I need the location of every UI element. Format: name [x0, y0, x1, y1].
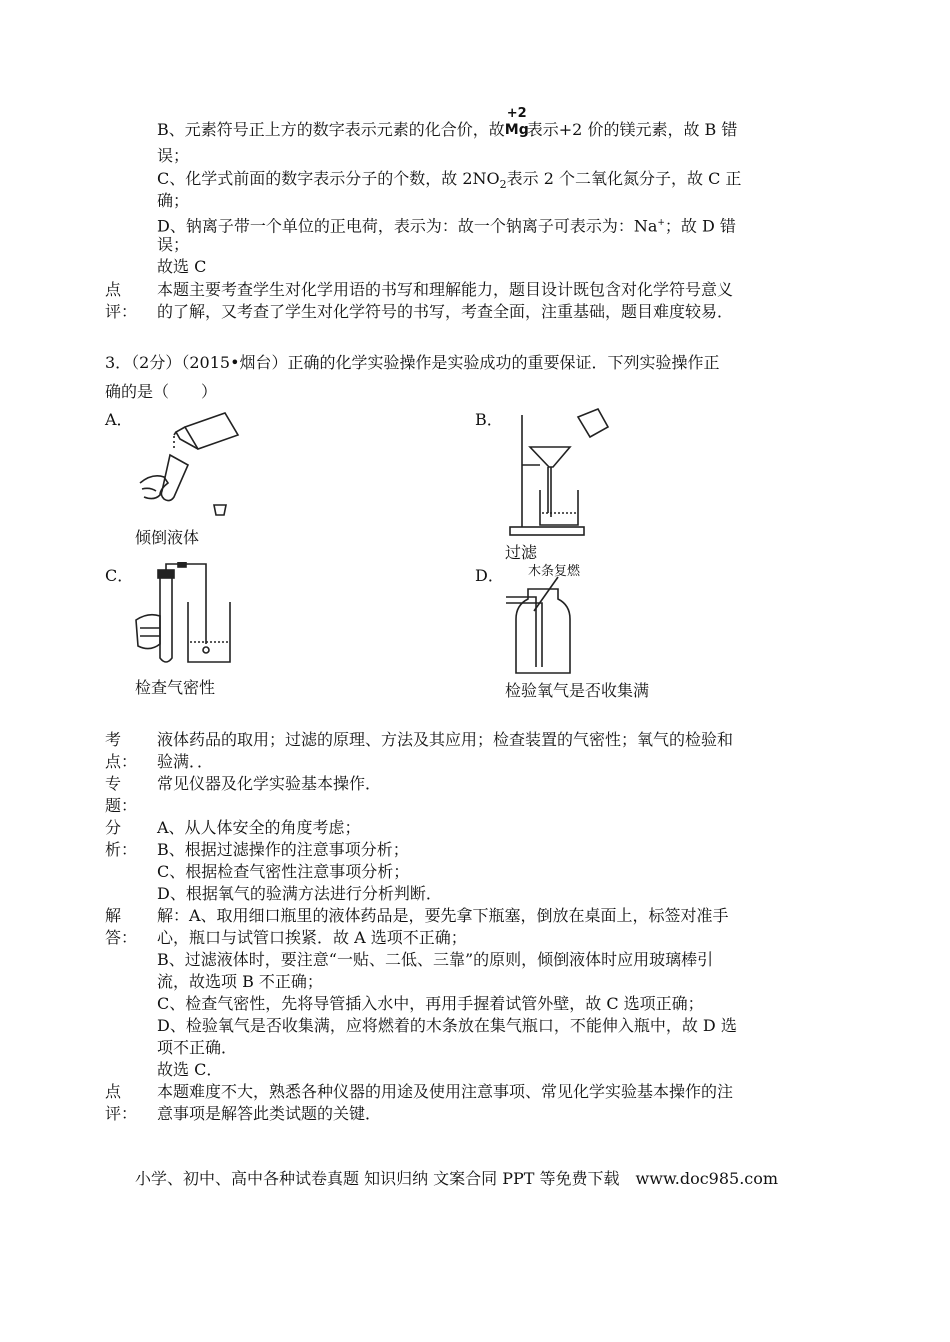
prev-comment-label2: 评： [105, 302, 138, 321]
kaodian-line1: 液体药品的取用；过滤的原理、方法及其应用；检查装置的气密性；氧气的检验和 [157, 730, 734, 749]
jieda-line8: 故选 C． [157, 1060, 223, 1079]
mg-valence-symbol: +2 Mg [504, 106, 529, 138]
option-a-letter: A． [105, 410, 133, 429]
jieda-line4: 流，故选项 B 不正确； [157, 972, 323, 991]
filtration-illustration [500, 405, 610, 540]
prev-comment1: 本题主要考查学生对化学用语的书写和理解能力，题目设计既包含对化学符号意义 [157, 280, 734, 299]
prev-comment2: 的了解，又考查了学生对化学符号的书写，考查全面，注重基础，题目难度较易． [157, 302, 734, 321]
kaodian-line2: 验满．． [157, 752, 214, 771]
prev-choose: 故选 C [157, 257, 207, 276]
kaodian-label1: 考 [105, 730, 122, 749]
prev-d-line1: D、钠离子带一个单位的正电荷，表示为：故一个钠离子可表示为：Na+；故 D 错 [157, 216, 736, 236]
zhuanti-line1: 常见仪器及化学实验基本操作． [157, 774, 382, 793]
dianping-line2: 意事项是解答此类试题的关键． [157, 1104, 382, 1123]
jieda-line7: 项不正确． [157, 1038, 238, 1057]
option-a-caption: 倾倒液体 [135, 528, 200, 547]
option-c-letter: C． [105, 566, 134, 585]
dianping-label1: 点 [105, 1082, 122, 1101]
jieda-line2: 心，瓶口与试管口挨紧．故 A 选项不正确； [157, 928, 467, 947]
q3-stem-line1: 3．（2分）（2015•烟台）正确的化学实验操作是实验成功的重要保证．下列实验操作正 [105, 353, 720, 372]
jieda-label1: 解 [105, 906, 122, 925]
prev-c-line2: 确； [157, 191, 190, 210]
q3-stem-line2: 确的是（ ） [105, 382, 218, 401]
dianping-line1: 本题难度不大，熟悉各种仪器的用途及使用注意事项、常见化学实验基本操作的注 [157, 1082, 734, 1101]
page-footer: 小学、初中、高中各种试卷真题 知识归纳 文案合同 PPT 等免费下载 www.doc985.com [135, 1169, 779, 1188]
zhuanti-label2: 题： [105, 796, 138, 815]
fenxi-line4: D、根据氧气的验满方法进行分析判断． [157, 884, 442, 903]
prev-c-line1: C、化学式前面的数字表示分子的个数，故 $2NO_2$表示 2 个二氧化氮分子，故 C 正 [157, 169, 742, 192]
prev-b-line1: B、元素符号正上方的数字表示元素的化合价，故 +2 Mg 表示+2 价的镁元素，故 B 错 [157, 106, 738, 139]
jieda-line6: D、检验氧气是否收集满，应将燃着的木条放在集气瓶口，不能伸入瓶中，故 D 选 [157, 1016, 737, 1035]
pour-liquid-illustration [130, 405, 250, 523]
option-b-caption: 过滤 [505, 543, 538, 562]
jieda-label2: 答： [105, 928, 138, 947]
fenxi-label1: 分 [105, 818, 122, 837]
fenxi-line1: A、从人体安全的角度考虑； [157, 818, 361, 837]
dianping-label2: 评： [105, 1104, 138, 1123]
airtightness-check-illustration [130, 562, 245, 672]
fenxi-line2: B、根据过滤操作的注意事项分析； [157, 840, 409, 859]
prev-b-line2: 误； [157, 146, 190, 165]
prev-comment-label1: 点 [105, 280, 122, 299]
option-b-letter: B． [475, 410, 503, 429]
option-c-caption: 检查气密性 [135, 678, 216, 697]
zhuanti-label1: 专 [105, 774, 122, 793]
fenxi-line3: C、根据检查气密性注意事项分析； [157, 862, 410, 881]
jieda-line3: B、过滤液体时，要注意“一贴、二低、三靠”的原则，倾倒液体时应用玻璃棒引 [157, 950, 714, 969]
option-d-annotation: 木条复燃 [528, 564, 581, 579]
fenxi-label2: 析： [105, 840, 138, 859]
oxygen-test-illustration [500, 575, 600, 675]
option-d-letter: D． [475, 566, 504, 585]
prev-d-line2: 误； [157, 235, 190, 254]
kaodian-label2: 点： [105, 752, 138, 771]
option-d-caption: 检验氧气是否收集满 [505, 681, 650, 700]
jieda-line5: C、检查气密性，先将导管插入水中，再用手握着试管外壁，故 C 选项正确； [157, 994, 704, 1013]
jieda-line1: 解：A、取用细口瓶里的液体药品是，要先拿下瓶塞，倒放在桌面上，标签对准手 [157, 906, 729, 925]
